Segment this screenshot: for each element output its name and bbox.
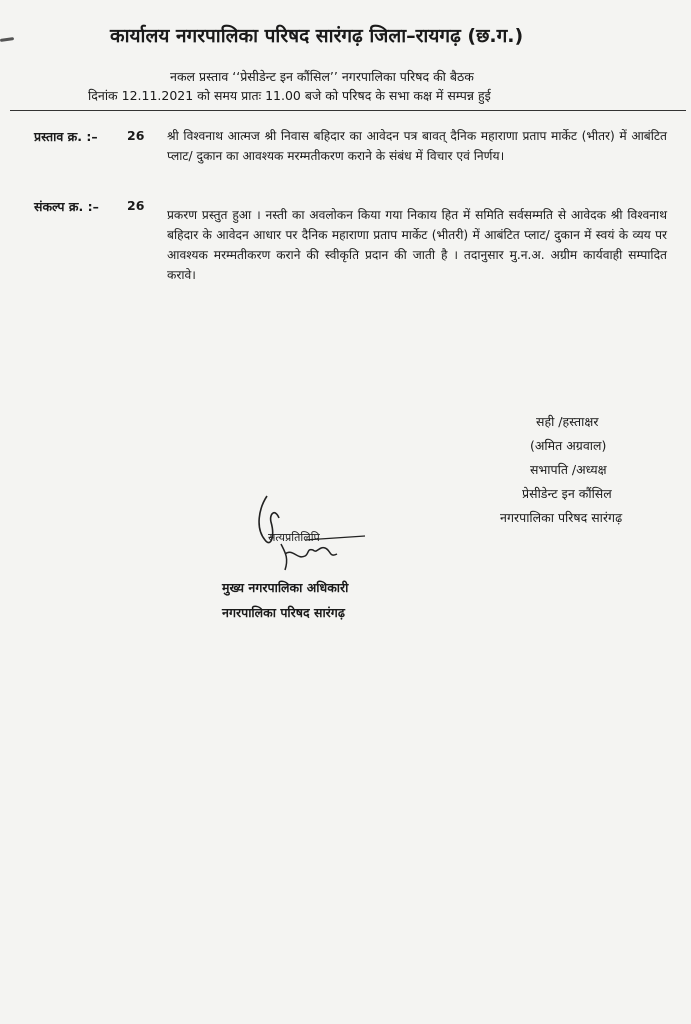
council-name: प्रेसीडेन्ट इन कौंसिल <box>522 486 612 501</box>
officer-title: मुख्य नगरपालिका अधिकारी <box>222 580 349 595</box>
resolution-number: 26 <box>127 198 145 213</box>
officer-block <box>222 575 348 625</box>
council-office: नगरपालिका परिषद सारंगढ़ <box>500 510 623 525</box>
president-signature-block <box>500 410 680 530</box>
proposal-label: प्रस्ताव क्र. :– <box>34 129 98 144</box>
proposal-text: श्री विश्वनाथ आत्मज श्री निवास बहिदार का आवेदन पत्र बावत् दैनिक महाराणा प्रताप मार्केट (भीतर) में आबंटित प्लाट/ दुकान का आवश्यक मरम्मतीकरण कराने के संबंध में विचार एवं निर्णय। <box>167 129 667 163</box>
president-designation: सभापति /अध्यक्ष <box>530 462 607 477</box>
header-divider <box>10 110 686 111</box>
resolution-label: संकल्प क्र. :– <box>34 199 99 214</box>
true-copy-stamp: सत्यप्रतिलिपि <box>268 531 320 544</box>
office-title: कार्यालय नगरपालिका परिषद सारंगढ़ जिला–रायगढ़ (छ.ग.) <box>110 25 524 47</box>
president-name: (अमित अग्रवाल) <box>530 438 607 453</box>
meeting-dateline: दिनांक 12.11.2021 को समय प्रातः 11.00 बजे को परिषद के सभा कक्ष में सम्पन्न हुई <box>88 88 491 103</box>
proposal-number: 26 <box>127 128 145 143</box>
resolution-text: प्रकरण प्रस्तुत हुआ । नस्ती का अवलोकन किया गया निकाय हित में समिति सर्वसम्मति से आवेदक श्री विश्वनाथ बहिदार के आवेदन आधार पर दैनिक महाराणा प्रताप मार्केट (भीतरी) में आबंटित प्लाट/ दुकान में स्वयं के व्यय पर आवश्यक मरम्मतीकरण कराने की स्वीकृति प्रदान की जाती है । तदानुसार मु.न.अ. अग्रीम कार्यवाही सम्पादित करावे। <box>167 208 667 282</box>
meeting-subtitle: नकल प्रस्ताव ‘‘प्रेसीडेन्ट इन कौंसिल’’ नगरपालिका परिषद की बैठक <box>170 69 474 84</box>
scan-edge-mark <box>0 37 14 42</box>
signed-note: सही /हस्ताक्षर <box>536 414 599 429</box>
officer-office: नगरपालिका परिषद सारंगढ़ <box>222 605 345 620</box>
